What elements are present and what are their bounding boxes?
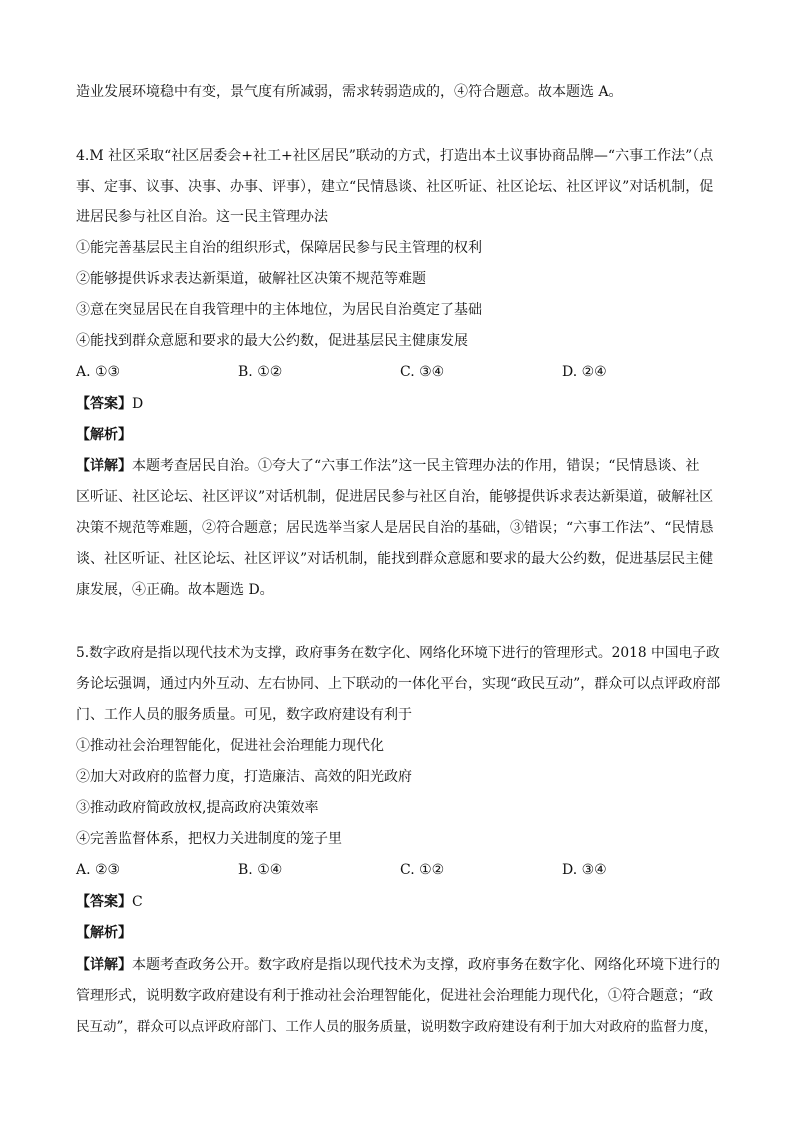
detail-line: 谈、社区听证、社区论坛、社区评议”对话机制，能找到群众意愿和要求的最大公约数，促进基层民主健 <box>76 551 714 567</box>
option-d: D. ②④ <box>562 364 607 380</box>
option-a: A. ①③ <box>76 364 121 380</box>
answer-label: 【答案】 <box>76 894 132 910</box>
question-stem-line: 5.数字政府是指以现代技术为支撑，政府事务在数字化、网络化环境下进行的管理形式。2018 中国电子政 <box>76 645 720 661</box>
statement-4: ④能找到群众意愿和要求的最大公约数，促进基层民主健康发展 <box>76 333 468 349</box>
question-stem-line: 门、工作人员的服务质量。可见，数字政府建设有利于 <box>76 707 412 723</box>
option-d: D. ③④ <box>562 862 607 878</box>
answer-value: D <box>132 396 144 412</box>
detail-label: 【详解】 <box>76 458 132 474</box>
detail-text: 本题考查居民自治。①夸大了“六事工作法”这一民主管理办法的作用，错误；“民情恳谈、社 <box>132 458 700 474</box>
option-c: C. ③④ <box>400 364 445 380</box>
option-b: B. ①④ <box>238 862 283 878</box>
question-stem-line: 务论坛强调，通过内外互动、左右协同、上下联动的一体化平台，实现“政民互动”，群众可以点评政府部 <box>76 676 721 692</box>
question-stem-line: 4.M 社区采取“社区居委会+社工+社区居民”联动的方式，打造出本土议事协商品牌—“六事工作法”（点 <box>76 148 714 164</box>
statement-1: ①推动社会治理智能化，促进社会治理能力现代化 <box>76 738 384 754</box>
statement-2: ②加大对政府的监督力度，打造廉洁、高效的阳光政府 <box>76 769 412 785</box>
answer-value: C <box>132 894 143 910</box>
detail-line <box>76 456 699 476</box>
answer-label: 【答案】 <box>76 396 132 412</box>
detail-line: 决策不规范等难题，②符合题意；居民选举当家人是居民自治的基础，③错误；“六事工作法”、“民情恳 <box>76 520 714 536</box>
detail-text: 本题考查政务公开。数字政府是指以现代技术为支撑，政府事务在数字化、网络化环境下进行的 <box>132 957 720 973</box>
question-stem-line: 进居民参与社区自治。这一民主管理办法 <box>76 209 328 225</box>
answer-line <box>76 394 143 414</box>
statement-1: ①能完善基层民主自治的组织形式，保障居民参与民主管理的权利 <box>76 240 482 256</box>
option-b: B. ①② <box>238 364 283 380</box>
statement-3: ③推动政府简政放权,提高政府决策效率 <box>76 800 319 816</box>
previous-answer-fragment: 造业发展环境稳中有变，景气度有所减弱，需求转弱造成的，④符合题意。故本题选 A。 <box>76 84 623 100</box>
detail-line: 康发展，④正确。故本题选 D。 <box>76 582 274 598</box>
statement-3: ③意在突显居民在自我管理中的主体地位，为居民自治奠定了基础 <box>76 302 482 318</box>
detail-label: 【详解】 <box>76 957 132 973</box>
option-c: C. ①② <box>400 862 445 878</box>
detail-line: 区听证、社区论坛、社区评议”对话机制，促进居民参与社区自治，能够提供诉求表达新渠道，破解社区 <box>76 489 714 505</box>
detail-line: 管理形式，说明数字政府建设有利于推动社会治理智能化，促进社会治理能力现代化，①符合题意；“政 <box>76 988 714 1004</box>
detail-line: 民互动”，群众可以点评政府部门、工作人员的服务质量，说明数字政府建设有利于加大对政府的监督力度， <box>76 1019 718 1035</box>
analysis-label: 【解析】 <box>76 925 132 941</box>
option-a: A. ②③ <box>76 862 121 878</box>
statement-2: ②能够提供诉求表达新渠道，破解社区决策不规范等难题 <box>76 271 426 287</box>
question-stem-line: 事、定事、议事、决事、办事、评事），建立“民情恳谈、社区听证、社区论坛、社区评议”对话机制，促 <box>76 179 714 195</box>
statement-4: ④完善监督体系，把权力关进制度的笼子里 <box>76 831 342 847</box>
detail-line <box>76 955 720 975</box>
analysis-label: 【解析】 <box>76 427 132 443</box>
answer-line <box>76 892 143 912</box>
